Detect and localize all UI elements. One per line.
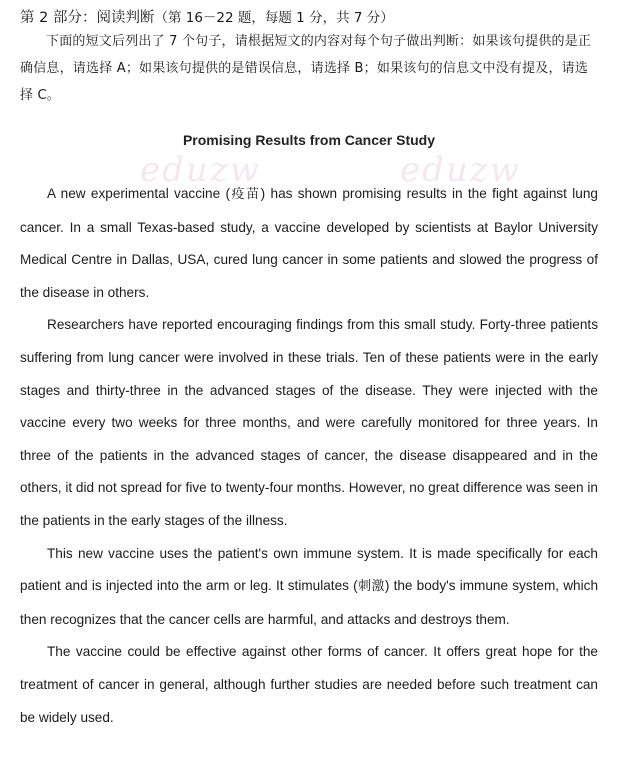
article-title: Promising Results from Cancer Study [182, 132, 436, 148]
section-scoring-note: （第 16－22 题，每题 1 分，共 7 分） [154, 10, 394, 26]
article-body [20, 178, 598, 734]
paragraph-text: ) has shown promising results in the fight against lung cancer. In a small Texas-based study, a vaccine developed by scientists at Baylor University Medical Centre in Dallas, USA, cured lung cancer in some patients and slowed the progress of the disease in others. [20, 186, 598, 300]
watermark: eduzw [140, 150, 261, 190]
paragraph-3 [20, 538, 598, 637]
section-instructions: 下面的短文后列出了 7 个句子，请根据短文的内容对每个句子做出判断：如果该句提供的是正确信息，请选择 A；如果该句提供的是错误信息，请选择 B；如果该句的信息文中没有提及，请选择 C。 [20, 34, 592, 103]
paragraph-1 [20, 178, 598, 309]
paragraph-text: A new experimental vaccine ( [47, 186, 230, 201]
paragraph-2: Researchers have reported encouraging findings from this small study. Forty-three patients suffering from lung cancer were involved in these trials. Ten of these patients were in the early stages and thirty-three in the advanced stages of the disease. They were injected with the vaccine every two weeks for three months, and were carefully monitored for three years. In three of the patients in the advanced stages of cancer, the disease disappeared and in the others, it did not spread for five to twenty-four months. However, no great difference was seen in the patients in the early stages of the illness. [20, 317, 598, 528]
section-heading [20, 8, 598, 28]
paragraph-text: This new vaccine uses the patient's own immune system. It is made specifically for each patient and is injected into the arm or leg. It stimulates ( [20, 545, 598, 594]
chinese-gloss: 刺激 [357, 579, 385, 595]
watermark: eduzw [400, 150, 521, 190]
paragraph-4: The vaccine could be effective against other forms of cancer. It offers great hope for the treatment of cancer in general, although further studies are needed before such treatment can be widely used. [20, 644, 598, 725]
chinese-gloss: 疫苗 [230, 187, 261, 202]
section-title: 第 2 部分：阅读判断 [20, 10, 155, 26]
paragraph-text: ) the body's immune system, which then recognizes that the cancer cells are harmful, and attacks and destroys them. [20, 578, 598, 627]
